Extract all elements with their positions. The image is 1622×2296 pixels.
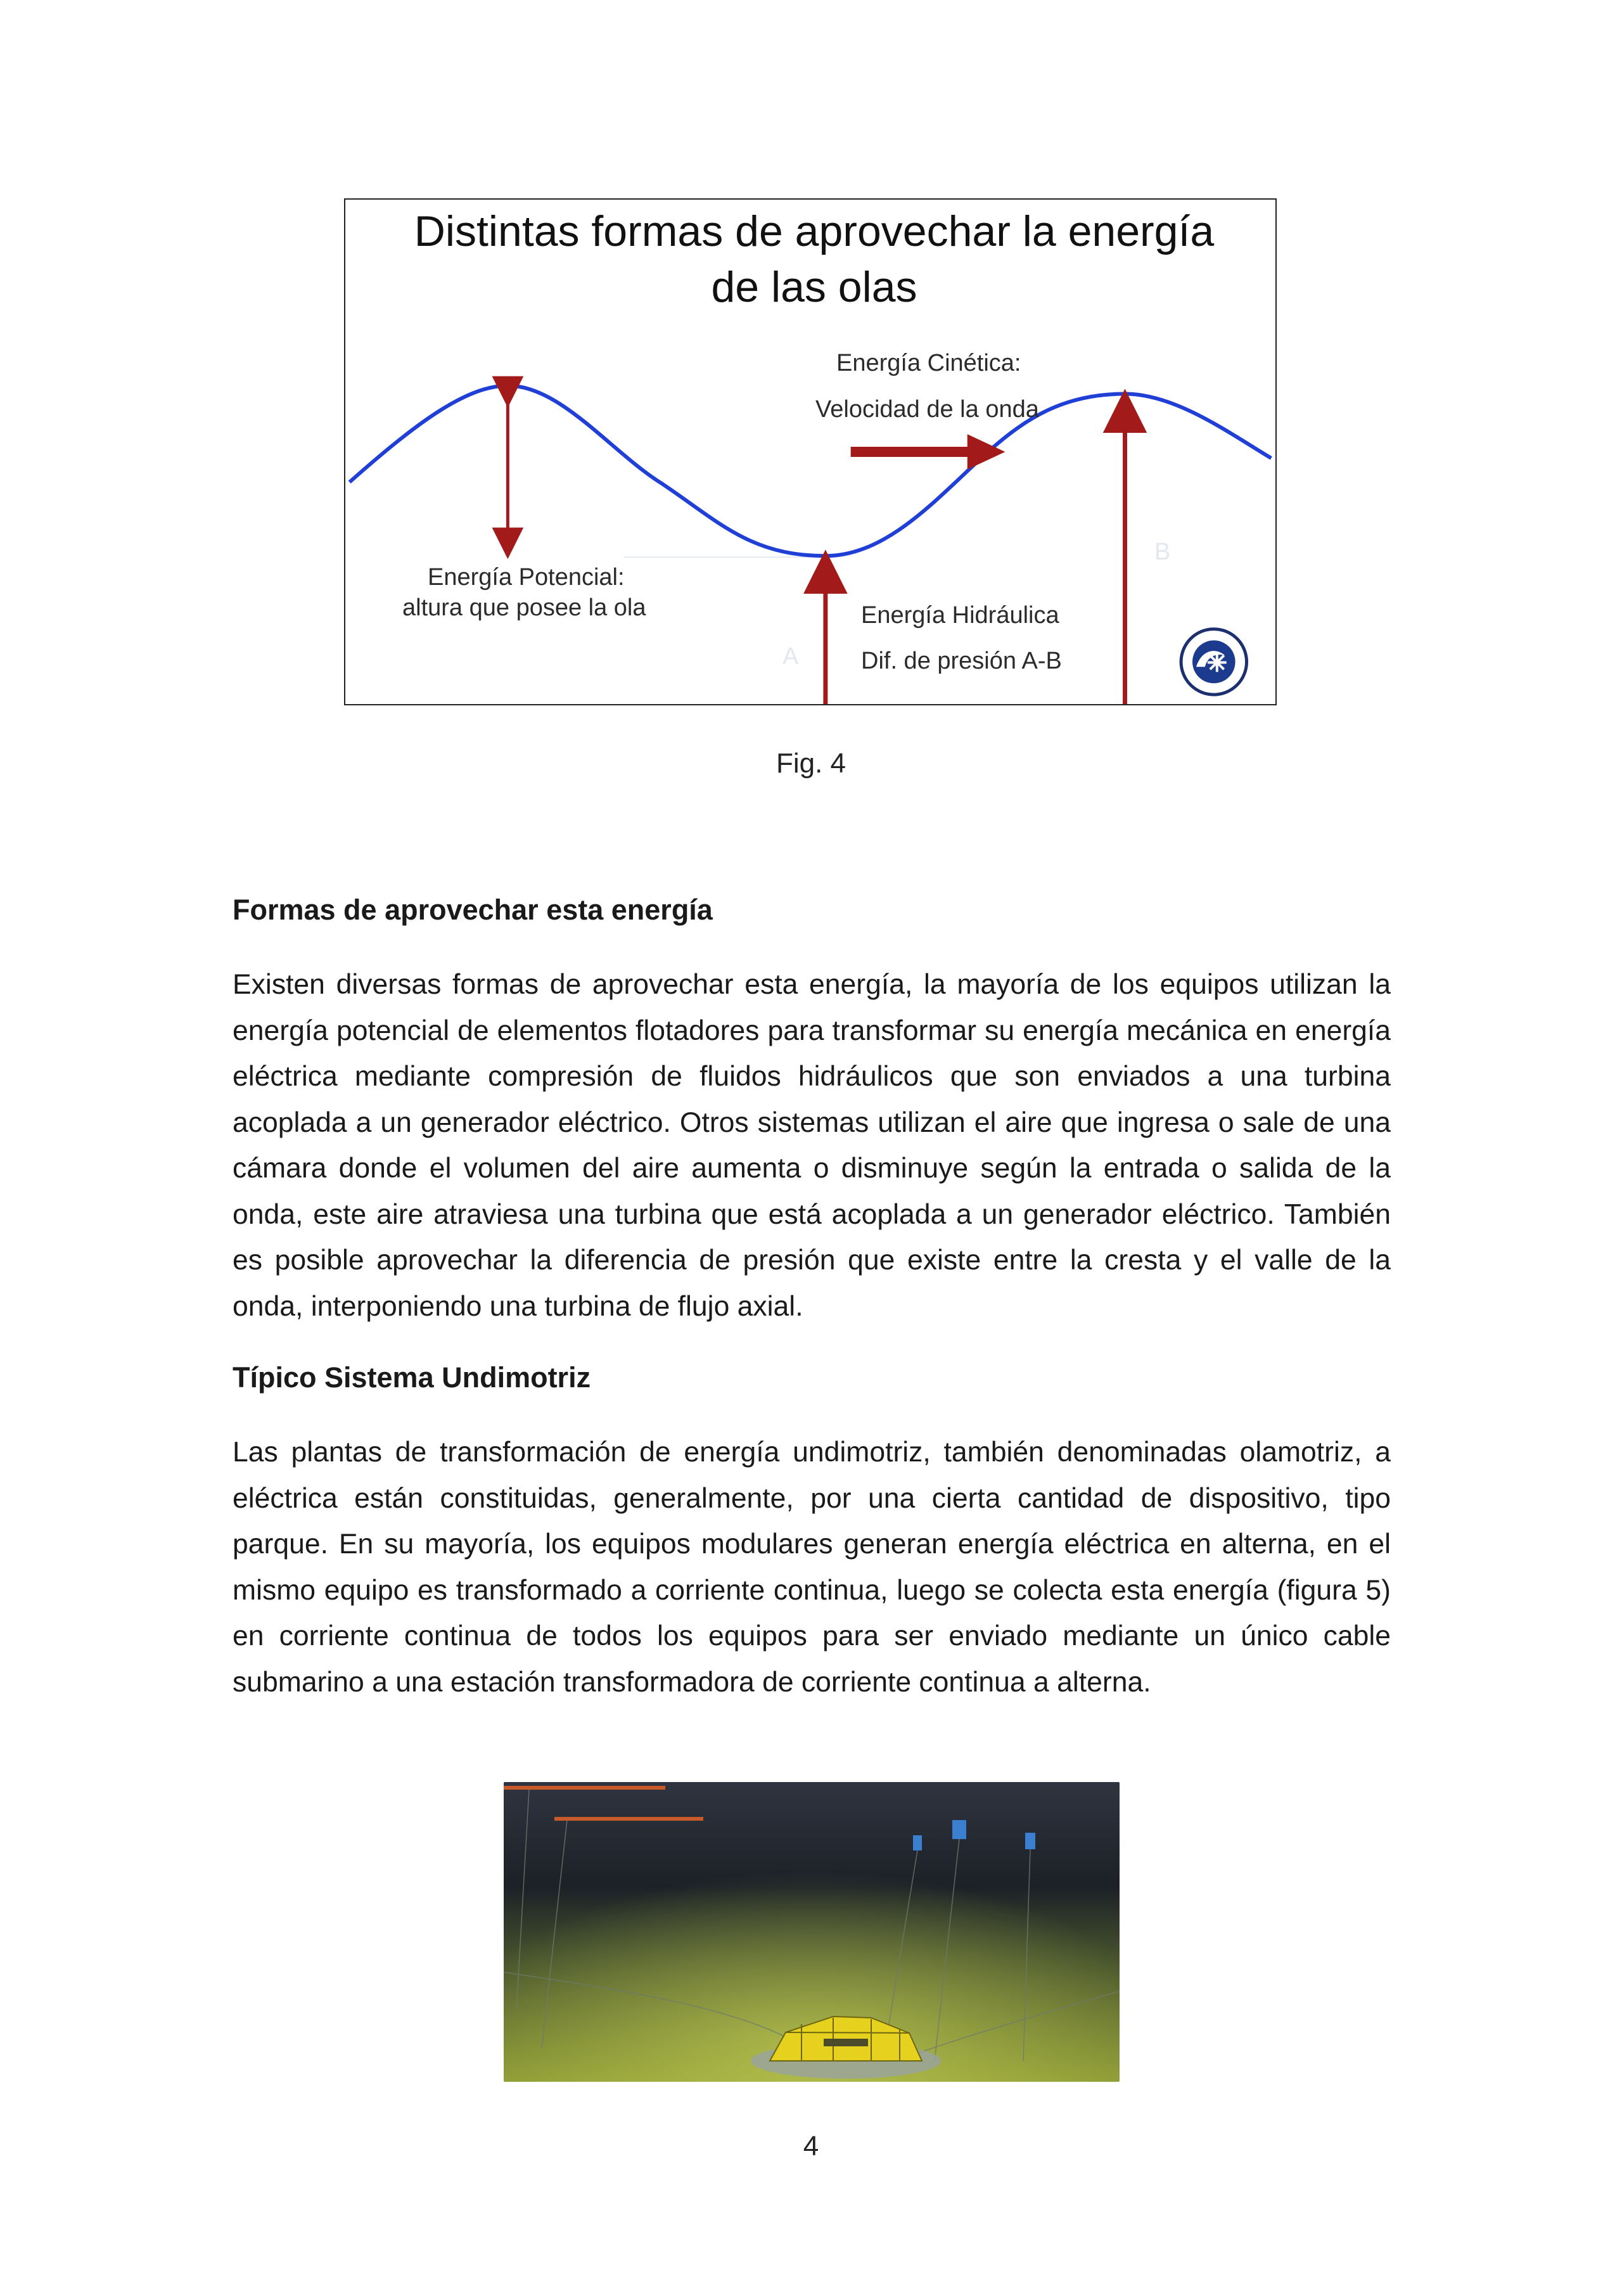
section-heading-ways: Formas de aprovechar esta energía <box>233 894 713 926</box>
kinetic-energy-sublabel: Velocidad de la onda <box>815 396 1039 423</box>
underwater-scene <box>504 1782 1120 2082</box>
section-heading-system: Típico Sistema Undimotriz <box>233 1361 591 1394</box>
hydraulic-energy-sublabel: Dif. de presión A-B <box>861 648 1062 674</box>
figure-title-line2: de las olas <box>711 263 917 311</box>
point-a-label: A <box>782 643 799 670</box>
paragraph-system: Las plantas de transformación de energía undimotriz, también denominadas olamotriz, a eléctrica están constituidas, generalmente, por una cierta cantidad de dispositivo, tipo parque. En su mayoría, los equipos modulares generan energía eléctrica en alterna, en el mismo equipo es transformado a corriente continua, luego se colecta esta energía (figura 5) en corriente continua de todos los equipos para ser enviado mediante un único cable submarino a una estación transformadora de corriente continua a alterna. <box>233 1437 1391 1698</box>
hydraulic-energy-label: Energía Hidráulica <box>861 602 1059 629</box>
potential-energy-sublabel: altura que posee la ola <box>402 594 646 621</box>
figure-5-underwater-plant-image <box>504 1782 1120 2082</box>
kinetic-energy-label: Energía Cinética: <box>836 350 1021 376</box>
figure-title-line1: Distintas formas de aprovechar la energía <box>414 207 1215 255</box>
wave-curve <box>350 386 1272 556</box>
organization-seal-logo <box>1181 629 1246 695</box>
point-b-label: B <box>1154 539 1171 565</box>
page-number: 4 <box>803 2131 819 2162</box>
paragraph-ways: Existen diversas formas de aprovechar esta energía, la mayoría de los equipos utilizan la energía potencial de elementos flotadores para transformar su energía mecánica en energía eléctrica mediante compresión de fluidos hidráulicos que son enviados a una turbina acoplada a un generador eléctrico. Otros sistemas utilizan el aire que ingresa o sale de una cámara donde el volumen del aire aumenta o disminuye según la entrada o salida de la onda, este aire atraviesa una turbina que está acoplada a un generador eléctrico. También es posible aprovechar la diferencia de presión que existe entre la cresta y el valle de la onda, interponiendo una turbina de flujo axial. <box>233 969 1391 1322</box>
figure-4-wave-energy-diagram <box>344 198 1277 705</box>
potential-energy-label: Energía Potencial: <box>428 564 625 591</box>
kinetic-arrow-head <box>967 434 1006 470</box>
figure-caption: Fig. 4 <box>776 748 846 779</box>
